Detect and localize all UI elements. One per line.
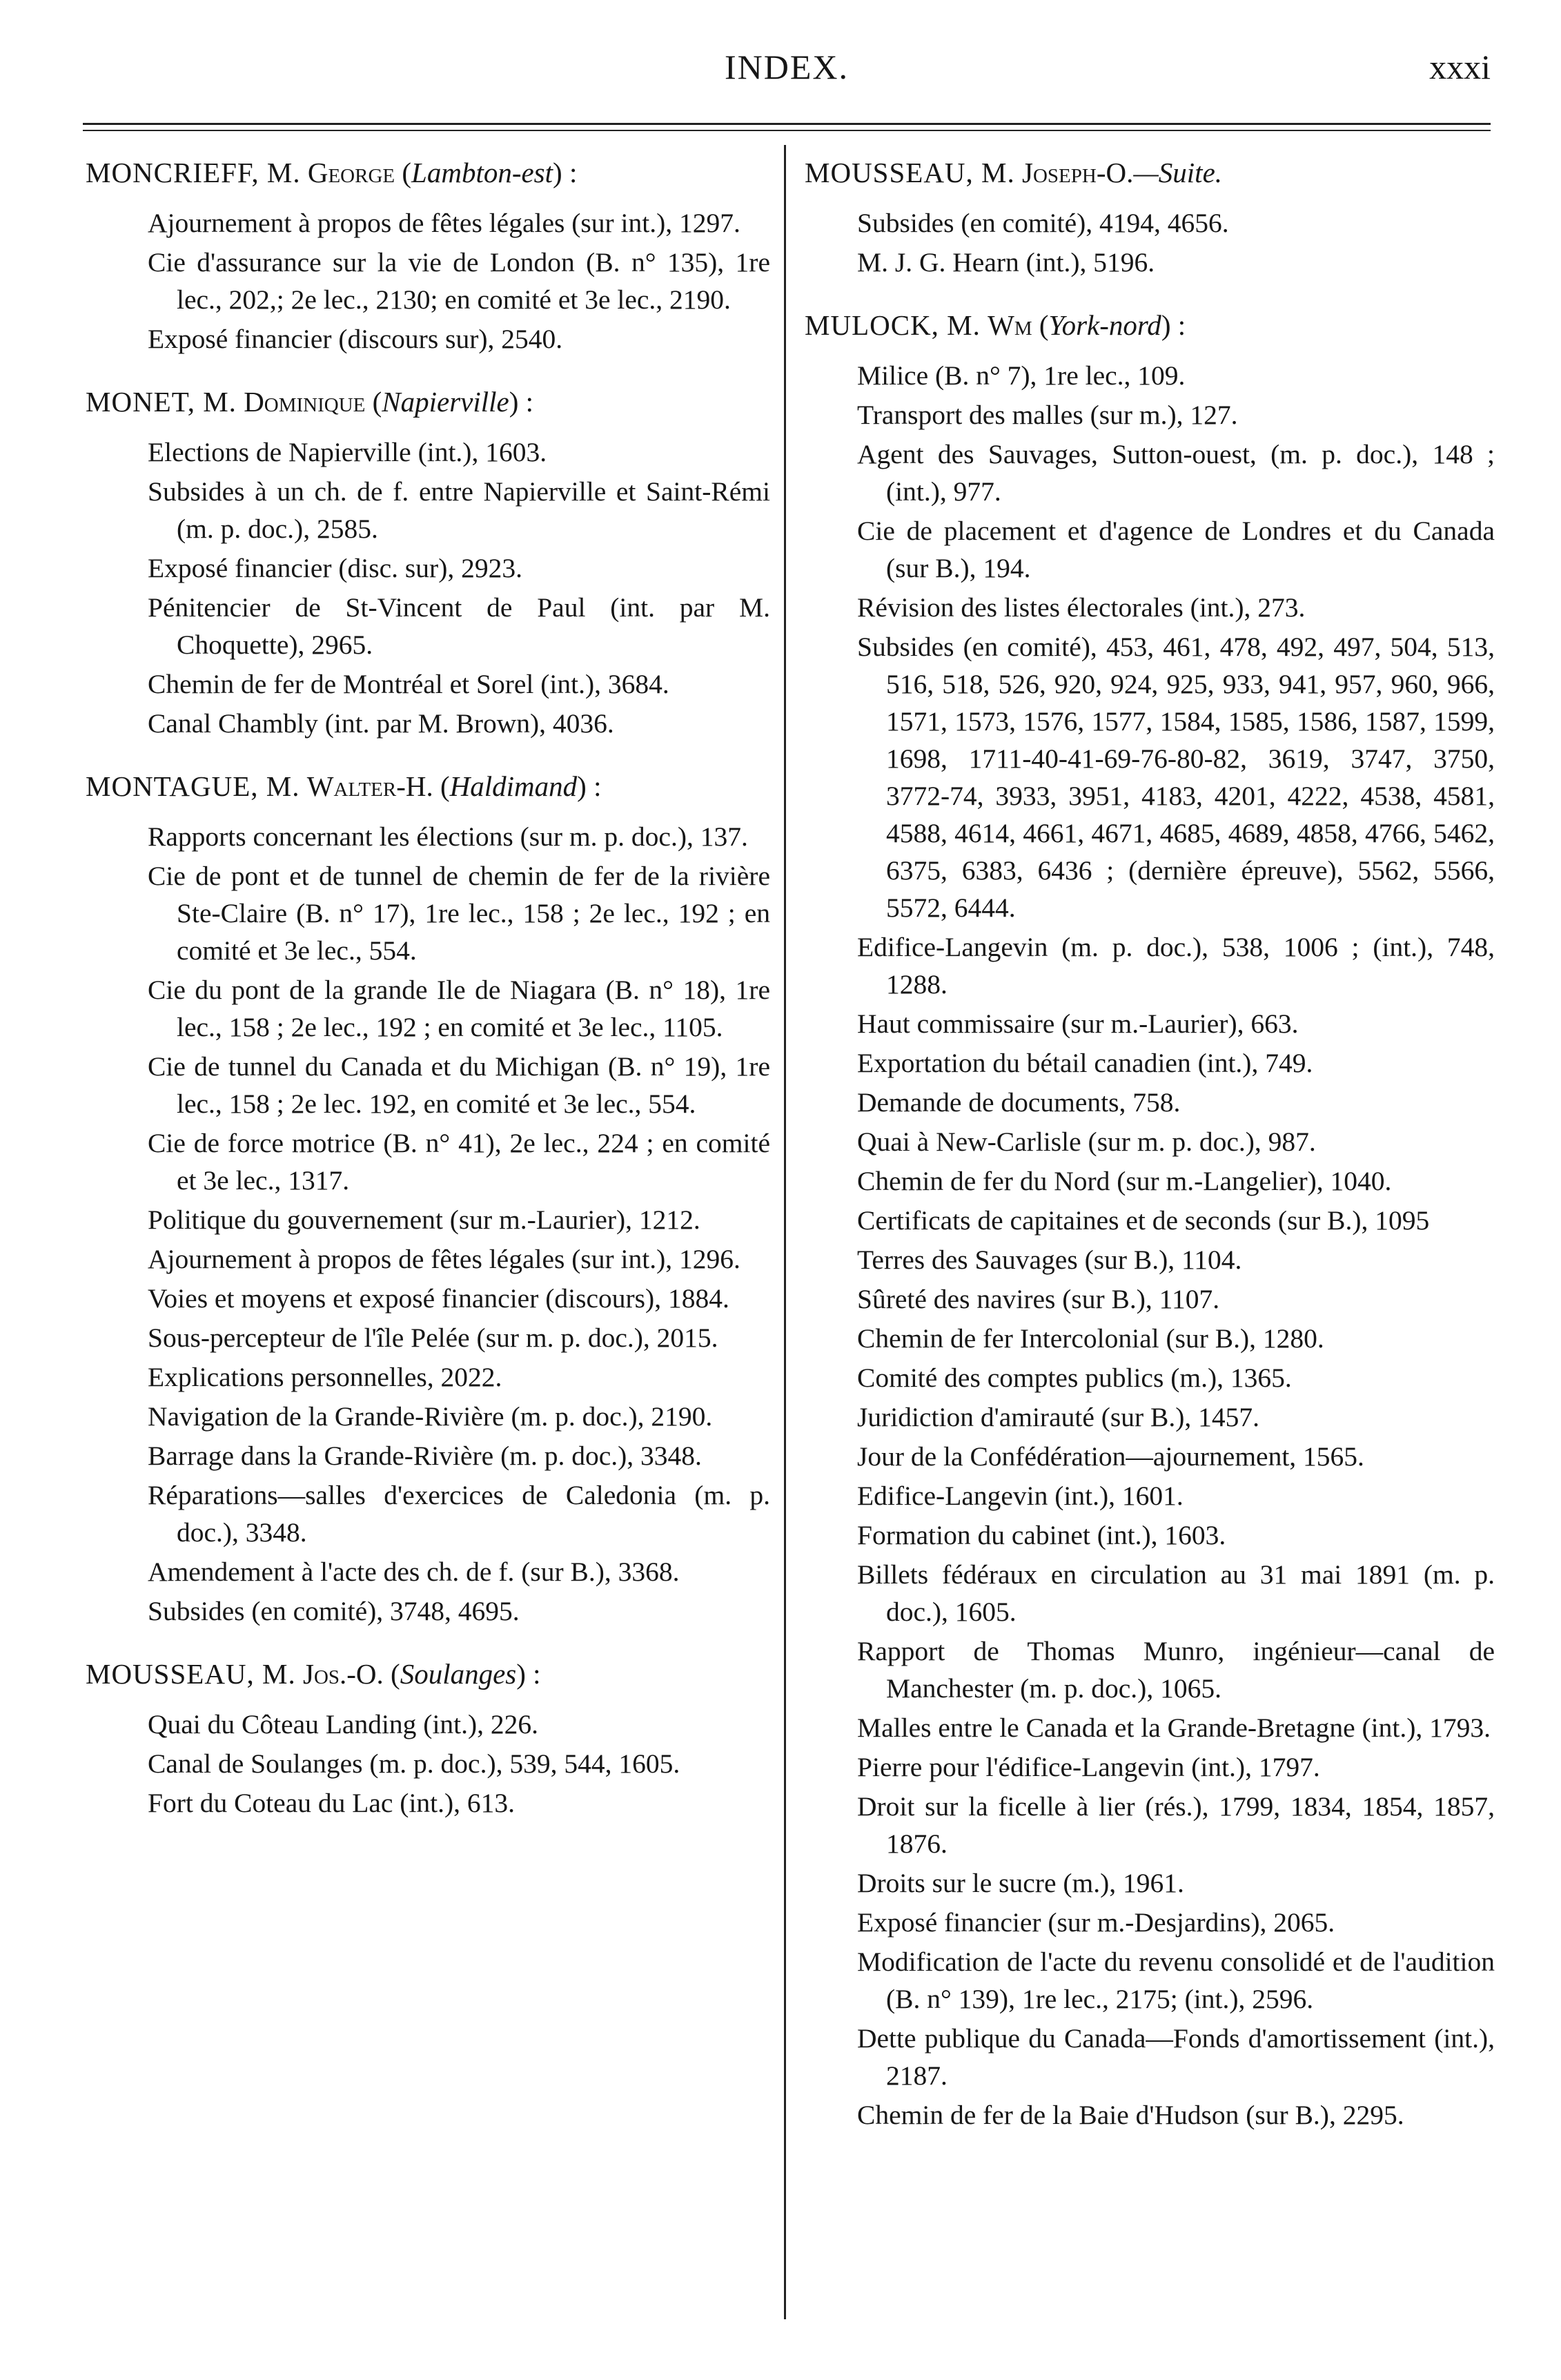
entry-surname: MOUSSEAU, M.	[805, 157, 1015, 188]
index-subentry: Rapports concernant les élections (sur m. p. doc.), 137.	[148, 821, 748, 852]
index-subentry: Exposé financier (disc. sur), 2923.	[148, 553, 522, 583]
index-subentry: Chemin de fer de la Baie d'Hudson (sur B.), 2295.	[857, 2100, 1404, 2130]
entry-surname: MOUSSEAU, M.	[86, 1658, 296, 1690]
index-subentry: Cie de pont et de tunnel de chemin de fer de la rivière Ste-Claire (B. n° 17), 1re lec., 158 ; 2e lec., 192 ; en comité et 3e lec., 554.	[148, 861, 770, 966]
index-subentry: Formation du cabinet (int.), 1603.	[857, 1520, 1226, 1550]
entry-subitems	[805, 357, 1495, 2134]
index-subentry: Ajournement à propos de fêtes légales (sur int.), 1296.	[148, 1244, 740, 1274]
index-subentry: Exportation du bétail canadien (int.), 749.	[857, 1048, 1313, 1078]
index-subentry: Jour de la Confédération—ajournement, 1565.	[857, 1441, 1364, 1472]
index-subentry: Droits sur le sucre (m.), 1961.	[857, 1868, 1184, 1898]
index-subentry: Cie de placement et d'agence de Londres et du Canada (sur B.), 194.	[857, 516, 1495, 583]
entry-given-name: Wm	[988, 309, 1032, 341]
entry-riding: York-nord	[1048, 309, 1161, 341]
index-entry	[805, 306, 1495, 2134]
entry-subitems	[805, 204, 1495, 281]
index-subentry: Milice (B. n° 7), 1re lec., 109.	[857, 360, 1186, 391]
index-subentry: Quai à New-Carlisle (sur m. p. doc.), 987.	[857, 1126, 1316, 1157]
index-subentry: Exposé financier (discours sur), 2540.	[148, 324, 563, 354]
entry-heading-suffix: :	[1177, 309, 1186, 341]
entry-given-name: Joseph-O.	[1022, 157, 1134, 188]
entry-continuation: —Suite.	[1133, 157, 1223, 188]
left-column	[86, 153, 770, 1846]
entry-surname: MONET, M.	[86, 386, 237, 418]
index-subentry: Subsides (en comité), 4194, 4656.	[857, 208, 1229, 238]
index-subentry: Fort du Coteau du Lac (int.), 613.	[148, 1788, 516, 1818]
page-header	[83, 47, 1491, 102]
index-subentry: Cie de tunnel du Canada et du Michigan (B. n° 19), 1re lec., 158 ; 2e lec. 192, en comité et 3e lec., 554.	[148, 1051, 770, 1119]
entry-subitems	[86, 204, 770, 358]
index-subentry: Canal de Soulanges (m. p. doc.), 539, 544, 1605.	[148, 1748, 680, 1779]
index-subentry: Demande de documents, 758.	[857, 1087, 1181, 1118]
entry-heading-suffix: :	[569, 157, 578, 188]
index-subentry: Chemin de fer Intercolonial (sur B.), 1280.	[857, 1323, 1324, 1354]
index-subentry: Certificats de capitaines et de seconds (sur B.), 1095	[857, 1205, 1430, 1236]
index-subentry: Amendement à l'acte des ch. de f. (sur B.), 3368.	[148, 1557, 680, 1587]
index-subentry: Subsides (en comité), 3748, 4695.	[148, 1596, 520, 1626]
index-subentry: Pénitencier de St-Vincent de Paul (int. par M. Choquette), 2965.	[148, 592, 770, 660]
entry-heading-suffix: :	[593, 770, 602, 802]
entry-riding: Napierville	[382, 386, 509, 418]
entry-heading-suffix: :	[533, 1658, 541, 1690]
page-number: xxxi	[1429, 48, 1491, 86]
index-subentry: Quai du Côteau Landing (int.), 226.	[148, 1709, 539, 1739]
index-subentry: Juridiction d'amirauté (sur B.), 1457.	[857, 1402, 1260, 1432]
index-subentry: M. J. G. Hearn (int.), 5196.	[857, 247, 1155, 277]
index-subentry: Exposé financier (sur m.-Desjardins), 2065.	[857, 1907, 1335, 1938]
index-subentry: Révision des listes électorales (int.), 273.	[857, 592, 1306, 623]
index-subentry: Explications personnelles, 2022.	[148, 1362, 502, 1392]
entry-heading: MONCRIEFF, M. George (Lambton-est) :	[86, 157, 578, 188]
index-subentry: Politique du gouvernement (sur m.-Laurier), 1212.	[148, 1204, 700, 1235]
index-subentry: Rapport de Thomas Munro, ingénieur—canal de Manchester (m. p. doc.), 1065.	[857, 1636, 1495, 1704]
index-subentry: Réparations—salles d'exercices de Caledonia (m. p. doc.), 3348.	[148, 1480, 770, 1548]
index-subentry: Haut commissaire (sur m.-Laurier), 663.	[857, 1008, 1299, 1039]
index-subentry: Edifice-Langevin (int.), 1601.	[857, 1481, 1184, 1511]
entry-given-name: Walter-H.	[306, 770, 433, 802]
index-subentry: Comité des comptes publics (m.), 1365.	[857, 1363, 1292, 1393]
index-subentry: Sûreté des navires (sur B.), 1107.	[857, 1284, 1220, 1314]
entry-subitems	[86, 1706, 770, 1822]
entry-riding: Soulanges	[400, 1658, 517, 1690]
index-subentry: Cie de force motrice (B. n° 41), 2e lec., 224 ; en comité et 3e lec., 1317.	[148, 1128, 770, 1196]
index-subentry: Voies et moyens et exposé financier (discours), 1884.	[148, 1283, 729, 1314]
index-subentry: Cie du pont de la grande Ile de Niagara (B. n° 18), 1re lec., 158 ; 2e lec., 192 ; en comité et 3e lec., 1105.	[148, 975, 770, 1042]
index-subentry: Edifice-Langevin (m. p. doc.), 538, 1006 ; (int.), 748, 1288.	[857, 932, 1495, 999]
entry-surname: MONCRIEFF, M.	[86, 157, 301, 188]
index-subentry: Droit sur la ficelle à lier (rés.), 1799, 1834, 1854, 1857, 1876.	[857, 1791, 1495, 1859]
entry-heading: MULOCK, M. Wm (York-nord) :	[805, 309, 1186, 341]
index-entry	[805, 153, 1495, 281]
header-rule-secondary	[83, 130, 1491, 131]
entry-given-name: Dominique	[244, 386, 366, 418]
entry-riding: Haldimand	[449, 770, 578, 802]
index-subentry: Sous-percepteur de l'île Pelée (sur m. p. doc.), 2015.	[148, 1323, 718, 1353]
index-entry	[86, 382, 770, 742]
index-subentry: Billets fédéraux en circulation au 31 mai 1891 (m. p. doc.), 1605.	[857, 1559, 1495, 1627]
index-subentry: Transport des malles (sur m.), 127.	[857, 400, 1238, 430]
index-subentry: Chemin de fer du Nord (sur m.-Langelier), 1040.	[857, 1166, 1392, 1196]
index-entry	[86, 767, 770, 1630]
entry-heading-suffix: :	[525, 386, 534, 418]
index-subentry: Subsides à un ch. de f. entre Napierville et Saint-Rémi (m. p. doc.), 2585.	[148, 476, 770, 544]
entry-subitems	[86, 818, 770, 1630]
entry-surname: MONTAGUE, M.	[86, 770, 300, 802]
right-column	[805, 153, 1495, 2158]
index-subentry: Elections de Napierville (int.), 1603.	[148, 437, 547, 467]
index-entry	[86, 153, 770, 358]
index-subentry: Agent des Sauvages, Sutton-ouest, (m. p. doc.), 148 ; (int.), 977.	[857, 439, 1495, 507]
column-divider	[784, 145, 786, 2319]
index-subentry: Dette publique du Canada—Fonds d'amortissement (int.), 2187.	[857, 2023, 1495, 2091]
index-entry	[86, 1655, 770, 1822]
index-subentry: Modification de l'acte du revenu consolidé et de l'audition (B. n° 139), 1re lec., 2175; (int.), 2596.	[857, 1947, 1495, 2014]
index-subentry: Subsides (en comité), 453, 461, 478, 492, 497, 504, 513, 516, 518, 526, 920, 924, 925, 933, 941, 957, 960, 966, 1571, 1573, 1576, 1577, 1584, 1585, 1586, 1587, 1599, 1698, 1711-40-41-69-76-80-82, 3619, 3747, 3750, 3772-74, 3933, 3951, 4183, 4201, 4222, 4538, 4581, 4588, 4614, 4661, 4671, 4685, 4689, 4858, 4766, 5462, 6375, 6383, 6436 ; (dernière épreuve), 5562, 5566, 5572, 6444.	[857, 632, 1495, 923]
entry-subitems	[86, 433, 770, 742]
index-subentry: Cie d'assurance sur la vie de London (B. n° 135), 1re lec., 202,; 2e lec., 2130; en comité et 3e lec., 2190.	[148, 247, 770, 315]
index-subentry: Malles entre le Canada et la Grande-Bretagne (int.), 1793.	[857, 1713, 1491, 1743]
entry-heading: MONET, M. Dominique (Napierville) :	[86, 386, 534, 418]
index-subentry: Chemin de fer de Montréal et Sorel (int.), 3684.	[148, 669, 669, 699]
entry-heading: MOUSSEAU, M. Jos.-O. (Soulanges) :	[86, 1658, 541, 1690]
entry-heading	[805, 153, 1495, 192]
index-subentry: Terres des Sauvages (sur B.), 1104.	[857, 1245, 1242, 1275]
entry-heading: MONTAGUE, M. Walter-H. (Haldimand) :	[86, 770, 602, 802]
index-subentry: Navigation de la Grande-Rivière (m. p. doc.), 2190.	[148, 1401, 713, 1432]
entry-riding: Lambton-est	[411, 157, 553, 188]
entry-surname: MULOCK, M.	[805, 309, 981, 341]
index-subentry: Ajournement à propos de fêtes légales (sur int.), 1297.	[148, 208, 740, 238]
index-subentry: Pierre pour l'édifice-Langevin (int.), 1797.	[857, 1752, 1320, 1782]
index-subentry: Barrage dans la Grande-Rivière (m. p. doc.), 3348.	[148, 1441, 702, 1471]
header-rule	[83, 123, 1491, 125]
index-subentry: Canal Chambly (int. par M. Brown), 4036.	[148, 708, 614, 739]
page-title: INDEX.	[724, 48, 850, 86]
entry-given-name: George	[307, 157, 395, 188]
entry-given-name: Jos.-O.	[303, 1658, 384, 1690]
